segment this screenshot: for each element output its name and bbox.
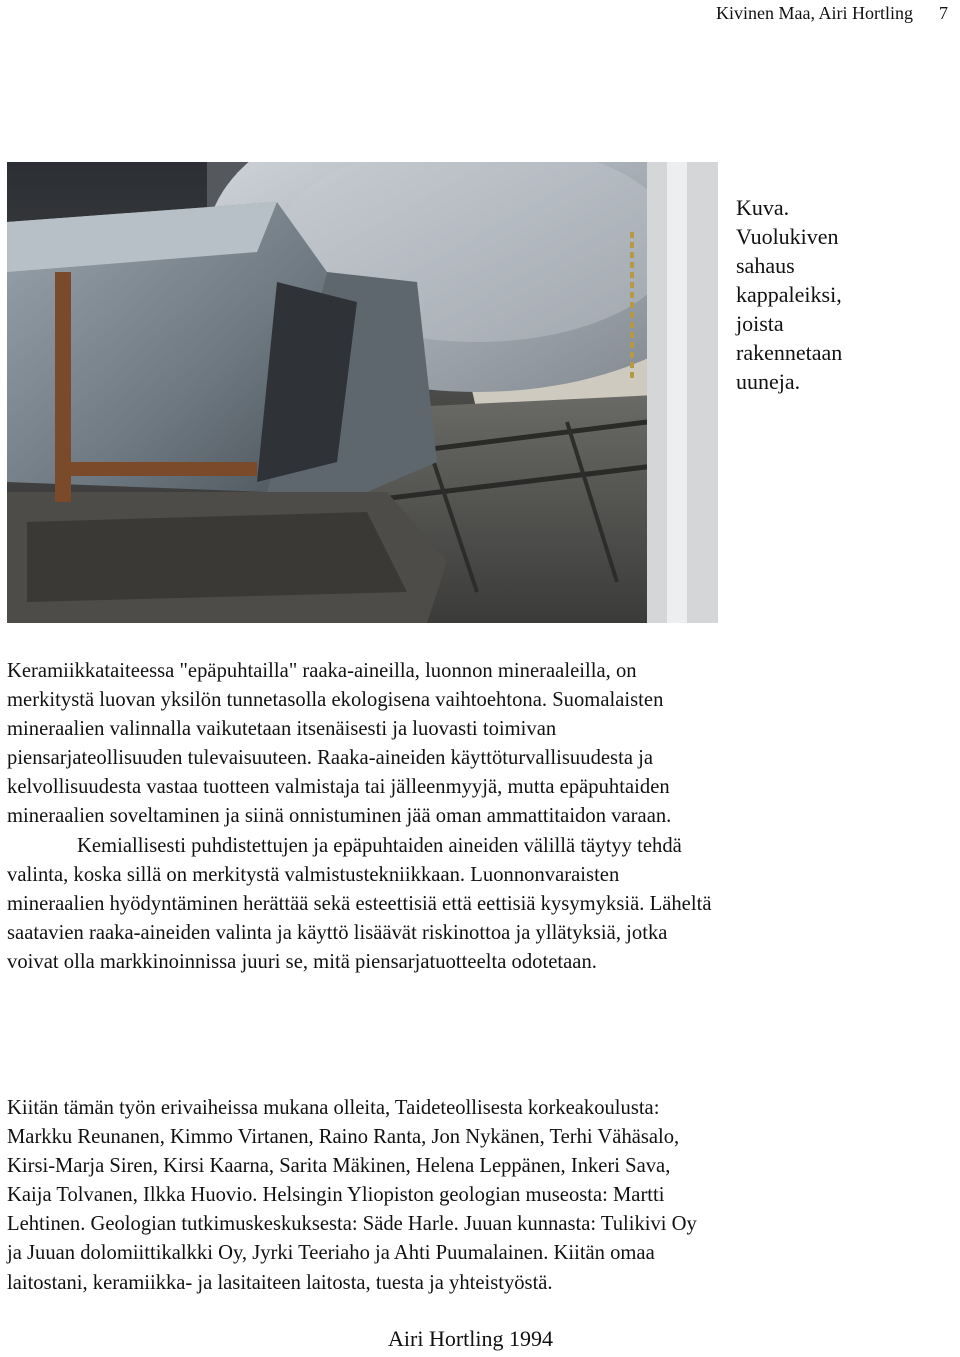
text-line: valinta, koska sillä on merkitystä valmistustekniikkaan. Luonnonvaraisten xyxy=(7,863,620,886)
text-line: Lehtinen. Geologian tutkimuskeskuksesta: Säde Harle. Juuan kunnasta: Tulikivi Oy xyxy=(7,1213,697,1236)
page-number: 7 xyxy=(939,2,948,23)
caption-line: sahaus xyxy=(736,253,795,278)
text-line: saatavien raaka-aineiden valinta ja käyttö lisäävät riskinottoa ja yllätyksiä, jotka xyxy=(7,921,668,944)
text-line: mineraalien valinnalla vaikutetaan itsenäisesti ja luovasti toimivan xyxy=(7,718,557,741)
running-title: Kivinen Maa, Airi Hortling xyxy=(716,2,913,23)
body-paragraph xyxy=(7,657,952,977)
text-line: Kaija Tolvanen, Ilkka Huovio. Helsingin Yliopiston geologian museosta: Martti xyxy=(7,1184,665,1207)
author-signature: Airi Hortling 1994 xyxy=(388,1326,553,1351)
text-line: kelvollisuudesta vastaa tuotteen valmistaja tai jälleenmyyjä, mutta epäpuhtaiden xyxy=(7,776,670,799)
text-line: mineraalien hyödyntäminen herättää sekä esteettisiä että eettisiä kysymyksiä. Läheltä xyxy=(7,892,712,915)
caption-line: Kuva. xyxy=(736,195,790,220)
caption-line: joista xyxy=(736,311,784,336)
text-line: ja Juuan dolomiittikalkki Oy, Jyrki Teeriaho ja Ahti Puumalainen. Kiitän omaa xyxy=(7,1242,655,1265)
caption-line: Vuolukiven xyxy=(736,224,839,249)
soapstone-sawing-photo xyxy=(7,162,718,623)
text-line: Kirsi-Marja Siren, Kirsi Kaarna, Sarita Mäkinen, Helena Leppänen, Inkeri Sava, xyxy=(7,1155,671,1178)
text-line: Kiitän tämän työn erivaiheissa mukana olleita, Taideteollisesta korkeakoulusta: xyxy=(7,1097,660,1119)
text-line: Kemiallisesti puhdistettujen ja epäpuhtaiden aineiden välillä täytyy tehdä xyxy=(77,834,682,857)
text-line: voivat olla markkinoinnissa juuri se, mitä piensarjatuotteelta odotetaan. xyxy=(7,950,597,973)
text-line: Keramiikkataiteessa "epäpuhtailla" raaka-aineilla, luonnon mineraaleilla, on xyxy=(7,660,637,682)
caption-line: uuneja. xyxy=(736,369,801,394)
caption-line: rakennetaan xyxy=(736,340,843,365)
text-line: mineraalien soveltaminen ja siinä onnistuminen jää oman ammattitaidon varaan. xyxy=(7,805,672,828)
figure-caption xyxy=(736,193,936,396)
text-line: laitostani, keramiikka- ja lasitaiteen laitosta, tuesta ja yhteistyöstä. xyxy=(7,1271,553,1294)
acknowledgements-paragraph xyxy=(7,1094,952,1298)
caption-line: kappaleiksi, xyxy=(736,282,842,307)
page-header xyxy=(716,0,960,26)
text-line: Markku Reunanen, Kimmo Virtanen, Raino Ranta, Jon Nykänen, Terhi Vähäsalo, xyxy=(7,1126,680,1149)
text-line: merkitystä luovan yksilön tunnetasolla ekologisena vaihtoehtona. Suomalaisten xyxy=(7,689,664,712)
text-line: piensarjateollisuuden tulevaisuuteen. Raaka-aineiden käyttöturvallisuudesta ja xyxy=(7,747,654,770)
